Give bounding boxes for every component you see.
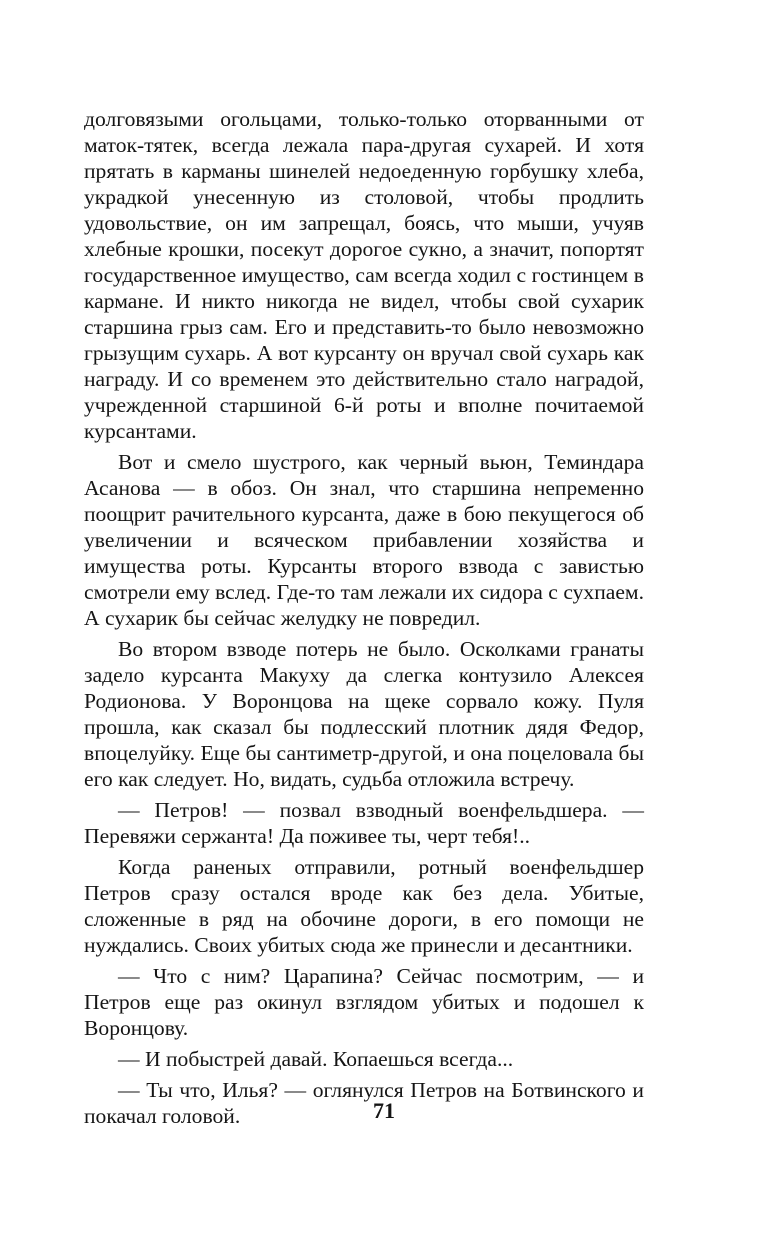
paragraph-3: Во втором взводе потерь не было. Осколками гранаты задело курсанта Макуху да слегка контузило Алексея Родионова. У Воронцова на щеке сорвало кожу. Пуля прошла, как сказал бы подлесский плотник дядя Федор, впоцелуйку. Еще бы сантиметр-другой, и она поцеловала бы его как следует. Но, видать, судьба отложила встречу.: [84, 637, 644, 791]
page-text: [84, 106, 644, 1129]
paragraph-8: — Ты что, Илья? — оглянулся Петров на Ботвинского и покачал головой.: [84, 1078, 644, 1128]
paragraph-6: — Что с ним? Царапина? Сейчас посмотрим, — и Петров еще раз окинул взглядом убитых и подошел к Воронцову.: [84, 964, 644, 1040]
paragraph-4: — Петров! — позвал взводный военфельдшера. — Перевяжи сержанта! Да поживее ты, черт тебя!..: [84, 798, 644, 848]
page-number: 71: [373, 1098, 395, 1123]
paragraph-2: Вот и смело шустрого, как черный вьюн, Теминдара Асанова — в обоз. Он знал, что старшина непременно поощрит рачительного курсанта, даже в бою пекущегося об увеличении и всяческом прибавлении хозяйства и имущества роты. Курсанты второго взвода с завистью смотрели ему вслед. Где-то там лежали их сидора с сухпаем. А сухарик бы сейчас желудку не повредил.: [84, 450, 644, 630]
paragraph-7: — И побыстрей давай. Копаешься всегда...: [118, 1047, 514, 1071]
paragraph-5: Когда раненых отправили, ротный военфельдшер Петров сразу остался вроде как без дела. Убитые, сложенные в ряд на обочине дороги, в его помощи не нуждались. Своих убитых сюда же принесли и десантники.: [84, 855, 644, 957]
paragraph-1: долговязыми огольцами, только-только оторванными от маток-тятек, всегда лежала пара-другая сухарей. И хотя прятать в карманы шинелей недоеденную горбушку хлеба, украдкой унесенную из столовой, чтобы продлить удовольствие, он им запрещал, боясь, что мыши, учуяв хлебные крошки, посекут дорогое сукно, а значит, попортят государственное имущество, сам всегда ходил с гостинцем в кармане. И никто никогда не видел, чтобы свой сухарик старшина грыз сам. Его и представить-то было невозможно грызущим сухарь. А вот курсанту он вручал свой сухарь как награду. И со временем это действительно стало наградой, учрежденной старшиной 6-й роты и вполне почитаемой курсантами.: [84, 107, 644, 443]
